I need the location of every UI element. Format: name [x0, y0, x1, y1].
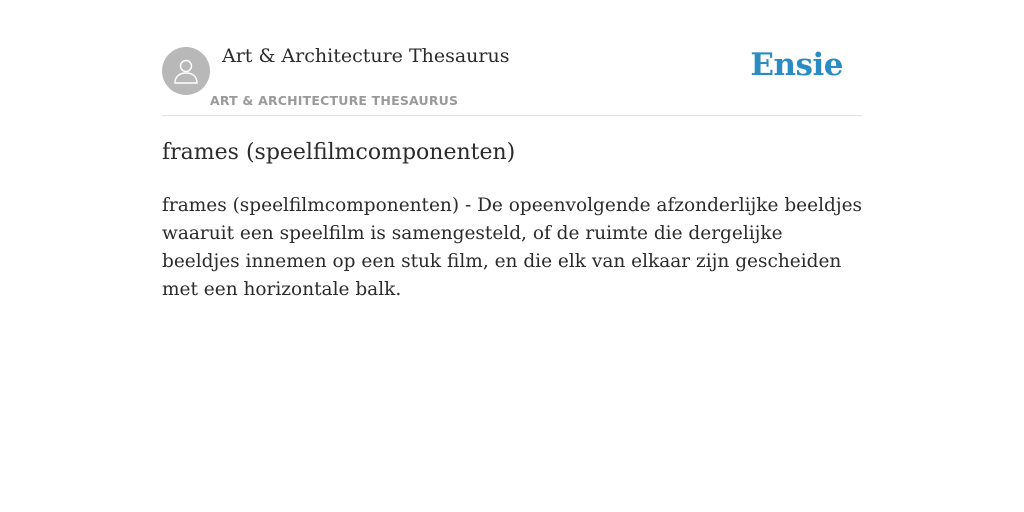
- author-name-link[interactable]: Art & Architecture Thesaurus: [222, 45, 510, 67]
- header: [162, 0, 862, 116]
- avatar[interactable]: [162, 47, 210, 95]
- ensie-logo[interactable]: Ensie: [750, 47, 843, 83]
- user-silhouette-icon: [171, 56, 201, 86]
- definition-text: frames (speelfilmcomponenten) - De opeenvolgende afzonderlijke beeldjes waaruit een speelfilm is samengesteld, of de ruimte die dergelijke beeldjes innemen op een stuk film, en die elk van elkaar zijn gescheiden met een horizontale balk.: [162, 195, 863, 300]
- author-subtitle: ART & ARCHITECTURE THESAURUS: [210, 93, 459, 108]
- page-title: frames (speelfilmcomponenten): [162, 140, 516, 165]
- content-container: [162, 0, 863, 300]
